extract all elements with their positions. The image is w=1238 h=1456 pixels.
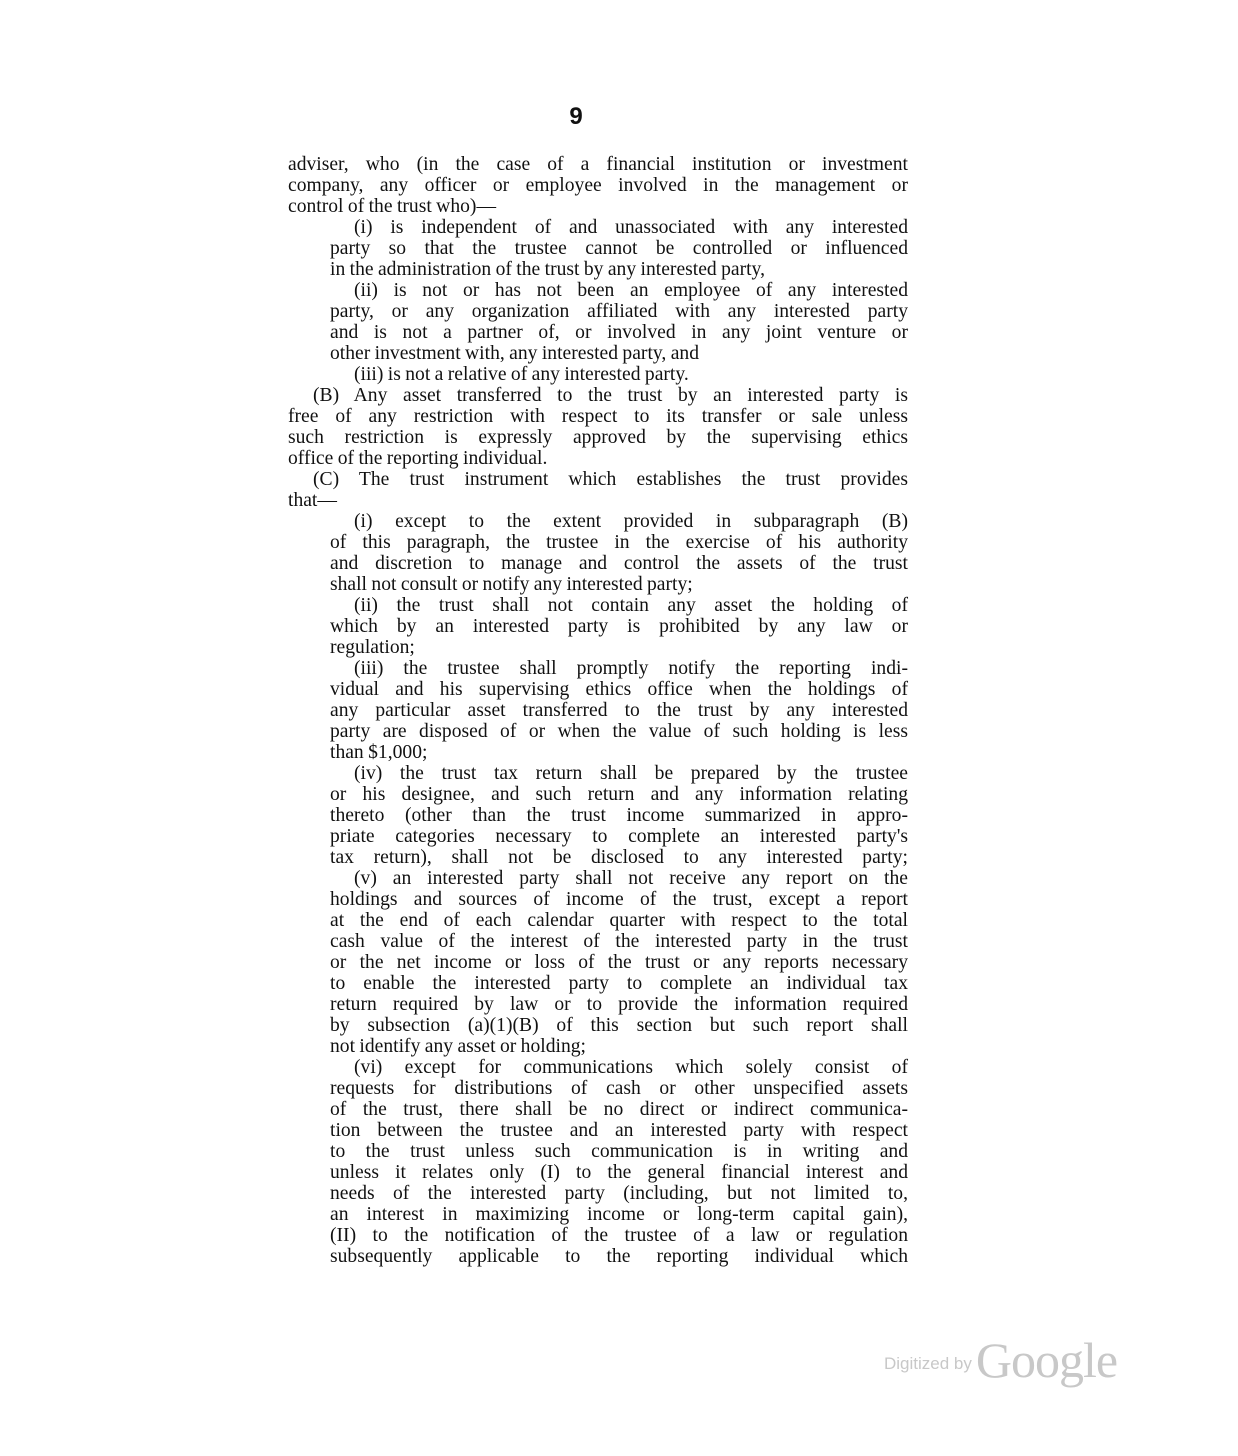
text-line: (B) Any asset transferred to the trust by an interested party is bbox=[313, 385, 908, 406]
text-line: free of any restriction with respect to its transfer or sale unless bbox=[288, 406, 908, 427]
text-line: or the net income or loss of the trust or any reports necessary bbox=[330, 952, 908, 973]
text-line: needs of the interested party (including, but not limited to, bbox=[330, 1183, 908, 1204]
text-line: and is not a partner of, or involved in any joint venture or bbox=[330, 322, 908, 343]
text-line: unless it relates only (I) to the general financial interest and bbox=[330, 1162, 908, 1183]
text-line: (ii) the trust shall not contain any asset the holding of bbox=[354, 595, 908, 616]
text-line: (C) The trust instrument which establishes the trust provides bbox=[313, 469, 908, 490]
text-line: in the administration of the trust by any interested party, bbox=[330, 259, 765, 280]
text-line: company, any officer or employee involved in the management or bbox=[288, 175, 908, 196]
text-line: and discretion to manage and control the assets of the trust bbox=[330, 553, 908, 574]
text-line: of this paragraph, the trustee in the exercise of his authority bbox=[330, 532, 908, 553]
text-line: subsequently applicable to the reporting individual which bbox=[330, 1246, 908, 1267]
text-line: tax return), shall not be disclosed to any interested party; bbox=[330, 847, 908, 868]
page-number: 9 bbox=[569, 103, 583, 130]
text-line: any particular asset transferred to the trust by any interested bbox=[330, 700, 908, 721]
text-line: to enable the interested party to complete an individual tax bbox=[330, 973, 908, 994]
text-line: (iii) is not a relative of any interested party. bbox=[354, 364, 689, 385]
text-line: adviser, who (in the case of a financial institution or investment bbox=[288, 154, 908, 175]
text-line: (i) except to the extent provided in subparagraph (B) bbox=[354, 511, 908, 532]
text-line: holdings and sources of income of the trust, except a report bbox=[330, 889, 908, 910]
text-line: to the trust unless such communication is in writing and bbox=[330, 1141, 908, 1162]
text-line: or his designee, and such return and any information relating bbox=[330, 784, 908, 805]
text-line: (II) to the notification of the trustee of a law or regulation bbox=[330, 1225, 908, 1246]
text-line: other investment with, any interested party, and bbox=[330, 343, 699, 364]
text-line: vidual and his supervising ethics office when the holdings of bbox=[330, 679, 908, 700]
text-line: party are disposed of or when the value of such holding is less bbox=[330, 721, 908, 742]
text-line: (v) an interested party shall not receive any report on the bbox=[354, 868, 908, 889]
text-line: than $1,000; bbox=[330, 742, 428, 763]
text-line: priate categories necessary to complete an interested party's bbox=[330, 826, 908, 847]
text-line: which by an interested party is prohibited by any law or bbox=[330, 616, 908, 637]
text-line: (i) is independent of and unassociated with any interested bbox=[354, 217, 908, 238]
text-line: tion between the trustee and an interested party with respect bbox=[330, 1120, 908, 1141]
text-line: party, or any organization affiliated with any interested party bbox=[330, 301, 908, 322]
text-line: an interest in maximizing income or long-term capital gain), bbox=[330, 1204, 908, 1225]
text-line: at the end of each calendar quarter with respect to the total bbox=[330, 910, 908, 931]
text-line: office of the reporting individual. bbox=[288, 448, 548, 469]
text-line: that— bbox=[288, 490, 337, 511]
text-line: such restriction is expressly approved by the supervising ethics bbox=[288, 427, 908, 448]
digitized-by-label: Digitized by bbox=[884, 1354, 972, 1373]
text-line: regulation; bbox=[330, 637, 415, 658]
text-line: control of the trust who)— bbox=[288, 196, 497, 217]
text-line: of the trust, there shall be no direct or indirect communica- bbox=[330, 1099, 908, 1120]
text-line: requests for distributions of cash or other unspecified assets bbox=[330, 1078, 908, 1099]
text-line: party so that the trustee cannot be controlled or influenced bbox=[330, 238, 908, 259]
text-line: (iv) the trust tax return shall be prepared by the trustee bbox=[354, 763, 908, 784]
digitized-by-google-watermark bbox=[884, 1332, 1117, 1388]
text-line: not identify any asset or holding; bbox=[330, 1036, 586, 1057]
text-line: shall not consult or notify any interested party; bbox=[330, 574, 693, 595]
text-line: (vi) except for communications which solely consist of bbox=[354, 1057, 908, 1078]
text-line: by subsection (a)(1)(B) of this section but such report shall bbox=[330, 1015, 908, 1036]
text-line: (iii) the trustee shall promptly notify the reporting indi- bbox=[354, 658, 908, 679]
text-line: cash value of the interest of the interested party in the trust bbox=[330, 931, 908, 952]
text-line: (ii) is not or has not been an employee of any interested bbox=[354, 280, 908, 301]
text-line: thereto (other than the trust income summarized in appro- bbox=[330, 805, 908, 826]
text-line: return required by law or to provide the information required bbox=[330, 994, 908, 1015]
body-text bbox=[288, 154, 908, 1267]
google-logo: Google bbox=[975, 1332, 1118, 1388]
